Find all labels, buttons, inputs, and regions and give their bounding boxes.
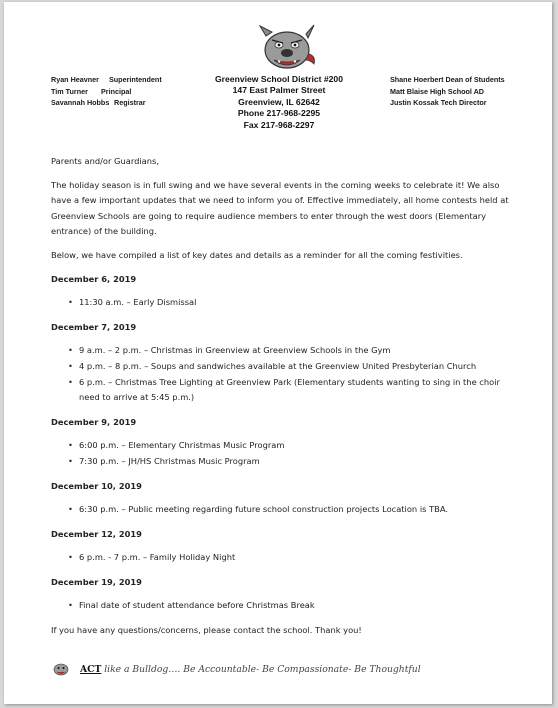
event-date: December 7, 2019 <box>51 321 137 332</box>
event-item: • 9 a.m. – 2 p.m. – Christmas in Greenview at Greenview Schools in the Gym <box>79 343 509 359</box>
event-list <box>51 502 509 518</box>
staff-entry: Shane Hoerbert Dean of Students <box>390 75 505 84</box>
fax-number: Fax 217-968-2297 <box>243 119 315 130</box>
closing-line: If you have any questions/concerns, please contact the school. Thank you! <box>51 625 362 636</box>
bulldog-logo <box>250 20 322 76</box>
address-line-1: 147 East Palmer Street <box>232 85 326 96</box>
letter-page <box>4 2 552 704</box>
staff-entry: Savannah Hobbs Registrar <box>51 98 146 107</box>
salutation: Parents and/or Guardians, <box>51 156 159 166</box>
event-item: • 6:30 p.m. – Public meeting regarding future school construction projects Location is TBA. <box>79 502 509 518</box>
staff-entry: Justin Kossak Tech Director <box>390 98 487 107</box>
event-item: • 6 p.m. – Christmas Tree Lighting at Greenview Park (Elementary students wanting to sing in the choir need to arrive at 5:45 p.m.) <box>79 375 509 406</box>
event-date: December 6, 2019 <box>51 273 137 284</box>
event-list <box>51 295 509 311</box>
event-item: • 6:00 p.m. – Elementary Christmas Music Program <box>79 438 509 454</box>
phone-number: Phone 217-968-2295 <box>237 108 321 119</box>
letter-body <box>51 154 509 647</box>
event-list <box>51 550 509 566</box>
event-date: December 10, 2019 <box>51 480 142 491</box>
summary-paragraph: Below, we have compiled a list of key dates and details as a reminder for all the coming festivities. <box>51 249 463 260</box>
footer-motto <box>52 660 522 678</box>
bulldog-icon <box>52 662 70 676</box>
staff-left-list <box>51 74 162 109</box>
event-item: • Final date of student attendance before Christmas Break <box>79 598 509 614</box>
motto-lead: ACT <box>80 663 102 675</box>
district-name: Greenview School District #200 <box>214 74 343 84</box>
event-item: • 7:30 p.m. – JH/HS Christmas Music Program <box>79 454 509 470</box>
event-item: • 4 p.m. – 8 p.m. – Soups and sandwiches available at the Greenview United Presbyterian Church <box>79 359 509 375</box>
event-date: December 9, 2019 <box>51 416 137 427</box>
staff-right-list <box>390 74 505 109</box>
event-item: • 11:30 a.m. – Early Dismissal <box>79 295 509 311</box>
address-line-2: Greenview, IL 62642 <box>238 96 320 107</box>
event-list <box>51 598 509 614</box>
event-date: December 19, 2019 <box>51 576 142 587</box>
staff-entry: Tim Turner Principal <box>51 86 132 96</box>
event-item: • 6 p.m. - 7 p.m. – Family Holiday Night <box>79 550 509 566</box>
intro-paragraph: The holiday season is in full swing and we have several events in the coming weeks to celebrate it! We also have a few important updates that we need to inform you of. Effective immediately, all home contests held at Greenview Schools are going to require audience members to enter through the west doors (Elementary entrance) of the building. <box>51 179 509 237</box>
motto-rest: like a Bulldog…. Be Accountable- Be Compassionate- Be Thoughtful <box>104 663 421 675</box>
event-list <box>51 438 509 469</box>
district-header <box>189 74 369 131</box>
staff-entry: Ryan Heavner Superintendent <box>51 75 162 84</box>
bulldog-head-icon <box>260 25 314 68</box>
staff-entry: Matt Blaise High School AD <box>390 86 484 96</box>
event-list <box>51 343 509 405</box>
event-date: December 12, 2019 <box>51 528 142 539</box>
